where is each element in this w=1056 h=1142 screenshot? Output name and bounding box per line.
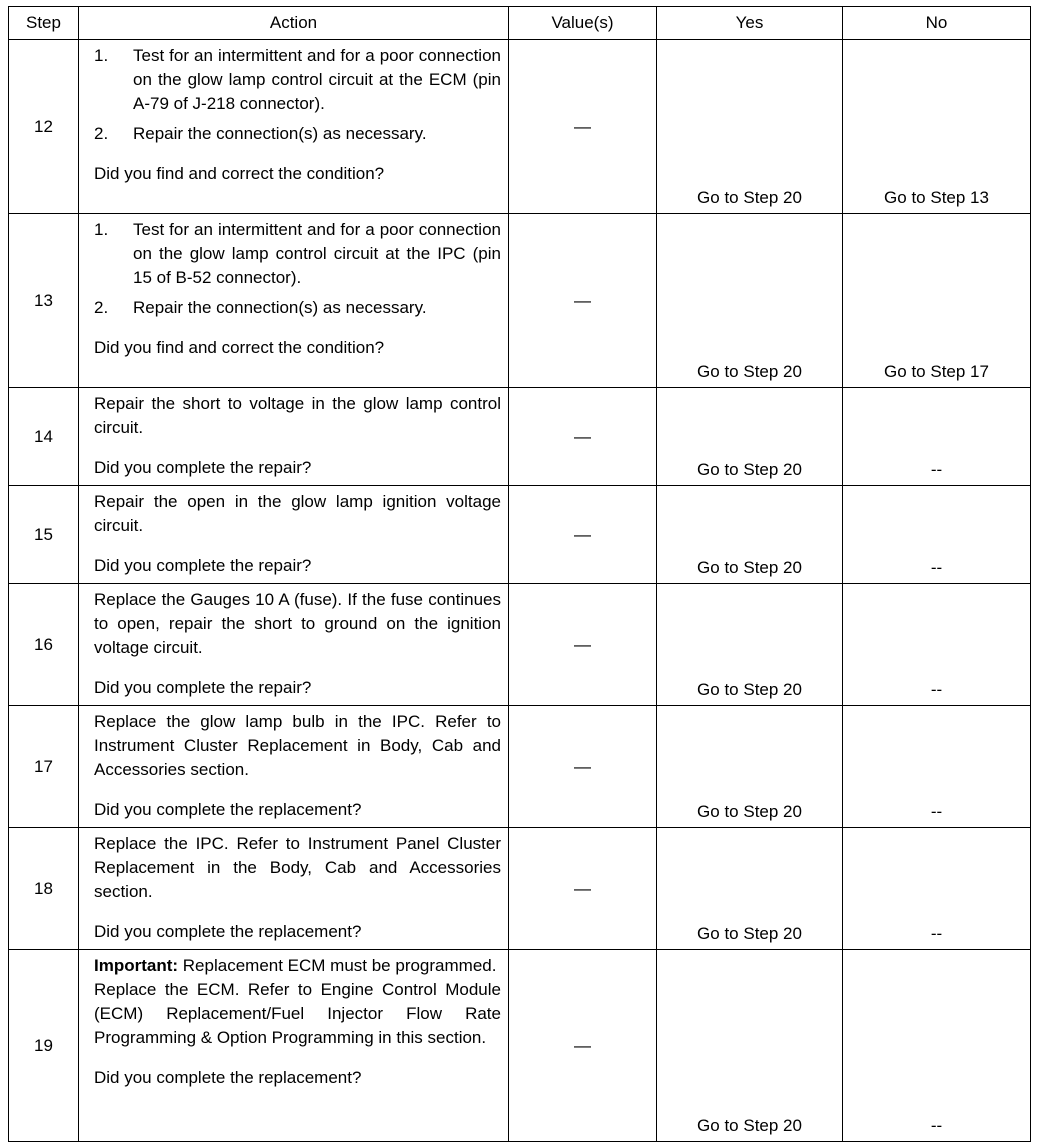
table-row: [9, 950, 1031, 1142]
action-text: Replace the ECM. Refer to Engine Control Module (ECM) Replacement/Fuel Injector Flow Rate Programming & Option Programming in this section.: [94, 980, 501, 1047]
diagnostic-table: [8, 6, 1031, 1142]
yes-cell: Go to Step 20: [657, 950, 843, 1142]
yes-cell: Go to Step 20: [657, 828, 843, 950]
list-item: 2. Repair the connection(s) as necessary.: [94, 124, 427, 143]
value-cell: —: [509, 486, 657, 584]
step-number: 14: [9, 388, 79, 486]
action-question: Did you complete the repair?: [94, 678, 312, 697]
action-text: Replace the IPC. Refer to Instrument Panel Cluster Replacement in the Body, Cab and Accessories section.: [94, 834, 501, 901]
action-cell: [79, 486, 509, 584]
action-question: Did you complete the replacement?: [94, 922, 362, 941]
header-row: [9, 7, 1031, 40]
value-cell: —: [509, 828, 657, 950]
yes-cell: Go to Step 20: [657, 584, 843, 706]
table-row: [9, 40, 1031, 214]
action-text: Replace the glow lamp bulb in the IPC. Refer to Instrument Cluster Replacement in Body, Cab and Accessories section.: [94, 712, 501, 779]
action-question: Did you complete the repair?: [94, 458, 312, 477]
value-cell: —: [509, 388, 657, 486]
yes-cell: Go to Step 20: [657, 214, 843, 388]
table-row: [9, 828, 1031, 950]
action-text: Replace the Gauges 10 A (fuse). If the fuse continues to open, repair the short to ground on the ignition voltage circuit.: [94, 590, 501, 657]
header-action: Action: [79, 7, 509, 40]
value-cell: —: [509, 214, 657, 388]
action-cell: [79, 40, 509, 214]
action-cell: [79, 388, 509, 486]
action-question: Did you complete the replacement?: [94, 800, 362, 819]
list-item: 2. Repair the connection(s) as necessary.: [94, 298, 427, 317]
action-question: Did you find and correct the condition?: [94, 338, 385, 357]
important-label: Important:: [94, 956, 179, 975]
table-row: [9, 486, 1031, 584]
table-row: [9, 706, 1031, 828]
table-row: [9, 388, 1031, 486]
header-no: No: [843, 7, 1031, 40]
no-cell: --: [843, 388, 1031, 486]
action-question: Did you find and correct the condition?: [94, 164, 385, 183]
action-cell: [79, 706, 509, 828]
important-note: [94, 954, 501, 978]
no-cell: --: [843, 828, 1031, 950]
action-steps: [94, 44, 501, 146]
no-cell: --: [843, 584, 1031, 706]
action-question: Did you complete the repair?: [94, 556, 312, 575]
value-cell: —: [509, 706, 657, 828]
step-number: 12: [9, 40, 79, 214]
list-item: 1. Test for an intermittent and for a poor connection on the glow lamp control circuit at the IPC (pin 15 of B-52 connector).: [94, 220, 501, 287]
no-cell: --: [843, 706, 1031, 828]
step-number: 13: [9, 214, 79, 388]
no-cell: Go to Step 13: [843, 40, 1031, 214]
yes-cell: Go to Step 20: [657, 706, 843, 828]
action-cell: [79, 950, 509, 1142]
step-number: 16: [9, 584, 79, 706]
action-cell: [79, 584, 509, 706]
value-cell: —: [509, 584, 657, 706]
list-item: 1. Test for an intermittent and for a poor connection on the glow lamp control circuit at the ECM (pin A-79 of J-218 connector).: [94, 46, 501, 113]
value-cell: —: [509, 950, 657, 1142]
action-cell: [79, 828, 509, 950]
header-values: Value(s): [509, 7, 657, 40]
yes-cell: Go to Step 20: [657, 388, 843, 486]
step-number: 19: [9, 950, 79, 1142]
table-row: [9, 214, 1031, 388]
no-cell: Go to Step 17: [843, 214, 1031, 388]
action-text: Repair the open in the glow lamp ignition voltage circuit.: [94, 492, 501, 535]
step-number: 17: [9, 706, 79, 828]
action-steps: [94, 218, 501, 320]
table-row: [9, 584, 1031, 706]
yes-cell: Go to Step 20: [657, 486, 843, 584]
action-question: Did you complete the replacement?: [94, 1068, 362, 1087]
value-cell: —: [509, 40, 657, 214]
step-number: 18: [9, 828, 79, 950]
important-text: Replacement ECM must be programmed.: [182, 956, 497, 975]
yes-cell: Go to Step 20: [657, 40, 843, 214]
no-cell: --: [843, 486, 1031, 584]
header-step: Step: [9, 7, 79, 40]
step-number: 15: [9, 486, 79, 584]
action-text: Repair the short to voltage in the glow lamp control circuit.: [94, 394, 501, 437]
no-cell: --: [843, 950, 1031, 1142]
header-yes: Yes: [657, 7, 843, 40]
action-cell: [79, 214, 509, 388]
